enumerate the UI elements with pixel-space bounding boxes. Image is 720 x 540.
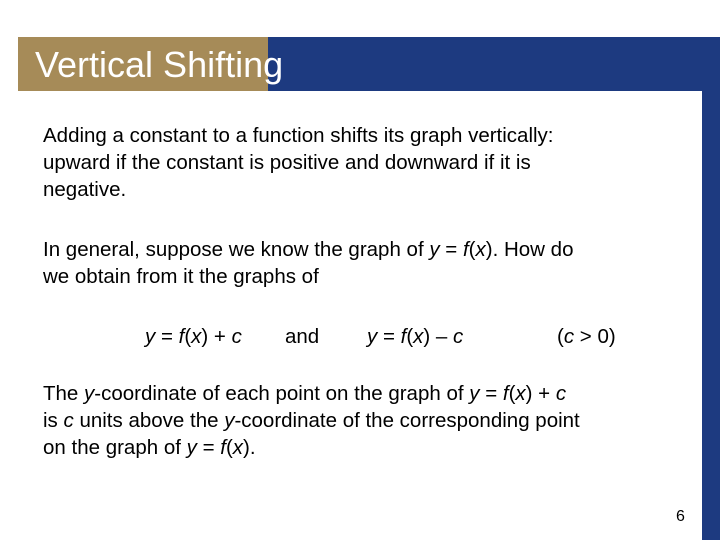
math-op: > 0) [574,325,616,348]
formula-row [0,323,700,353]
math-var: f [502,382,509,405]
math-var: x [475,238,486,261]
math-var: y [224,409,235,432]
math-op: ) [485,238,493,261]
general-question-paragraph [43,236,693,290]
math-var: f [462,238,469,261]
formula-shift-up [145,323,242,350]
intro-line-1: Adding a constant to a function shifts its graph vertically: [43,124,554,147]
math-var: y [429,238,440,261]
math-op: ) [423,325,431,348]
page-number: 6 [676,508,685,525]
text-run: on the graph of [43,436,187,459]
math-var: c [555,382,567,405]
math-op: ) [243,436,250,459]
formula-and-word: and [285,325,320,348]
math-op: ( [508,382,516,405]
intro-line-3: negative. [43,178,127,201]
slide-title: Vertical Shifting [35,44,284,85]
math-op: + [208,325,232,348]
math-var: x [515,382,526,405]
math-var: y [84,382,95,405]
text-run: units above the [73,409,225,432]
coordinate-paragraph [43,380,693,461]
right-accent-rail [702,91,720,540]
text-run: is [43,409,64,432]
math-var: x [232,436,244,459]
math-var: f [400,325,407,348]
math-var: y [367,325,378,348]
intro-line-2: upward if the constant is positive and downward if it is [43,151,531,174]
math-op: = [155,325,179,348]
math-var: c [453,325,464,348]
math-op: + [532,382,556,405]
math-var: f [178,325,185,348]
math-op: – [430,325,454,348]
math-op: ( [225,436,233,459]
math-var: f [220,436,226,459]
math-var: x [413,325,424,348]
title-bar [18,37,720,91]
math-var: c [63,409,74,432]
formula-condition [557,323,616,350]
formula-shift-down [367,323,463,350]
math-var: c [231,325,242,348]
text-run: . How do [492,238,574,261]
math-op: ) [525,382,533,405]
text-run: -coordinate of the corresponding point [234,409,580,432]
math-op: = [439,238,463,261]
math-op: ( [406,325,414,348]
math-op: ( [557,325,564,348]
math-op: = [377,325,401,348]
title-bar-navy-segment [268,37,720,91]
text-run: The [43,382,85,405]
math-var: y [186,436,197,459]
math-op: ) [201,325,209,348]
math-var: c [563,325,575,348]
text-run: -coordinate of each point on the graph of [94,382,470,405]
math-op: ( [468,238,476,261]
math-var: y [145,325,156,348]
math-var: x [191,325,202,348]
math-var: y [469,382,480,405]
text-run: In general, suppose we know the graph of [43,238,430,261]
math-op: = [479,382,503,405]
intro-paragraph [43,122,693,203]
text-run: . [249,436,256,459]
general-line-2: we obtain from it the graphs of [43,265,319,288]
math-op: = [196,436,221,459]
math-op: ( [184,325,192,348]
